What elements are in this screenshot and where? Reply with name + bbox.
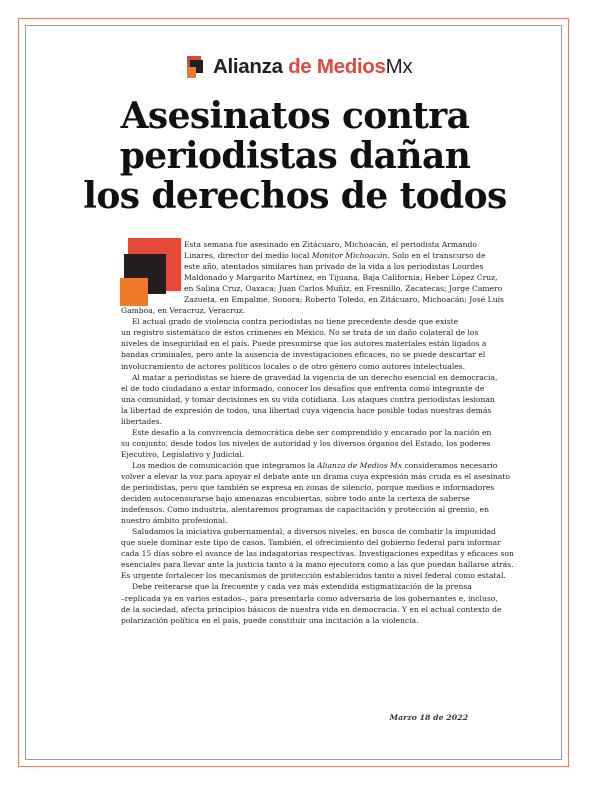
paragraph-2 <box>121 316 487 371</box>
text-line: la libertad de expresión de todos, una libertad cuya vigencia hace posible todas nuestras demás <box>121 405 492 415</box>
text-line: Este desafío a la convivencia democrática debe ser comprendido y encarado por la nación en <box>132 427 492 437</box>
text-line: el de todo ciudadano a estar informado, conocer los desafíos que enfrenta como integrante de <box>121 383 485 393</box>
text-line: su conjunto, desde todos los niveles de autoridad y los diversos órganos del Estado, los poderes <box>121 438 491 448</box>
text-line: una comunidad, y tomar decisiones en su vida cotidiana. Los ataques contra periodistas lesionan <box>121 394 495 404</box>
text-line: indefensos. Como industria, alentaremos programas de capacitación y protección al gremio, en <box>121 505 489 515</box>
text-line: Gamboa, en Veracruz, Veracruz. <box>121 306 246 316</box>
paragraph-1 <box>121 239 504 316</box>
paragraph-3 <box>121 372 498 427</box>
logo-text-medios: Medios <box>316 55 386 78</box>
paragraph-6 <box>121 526 514 581</box>
paragraph-4 <box>121 427 492 460</box>
text-line: que suele dominar este tipo de casos. También, el ofrecimiento del gobierno federal para informar <box>121 538 501 548</box>
text-line: en Salina Cruz, Oaxaca; Juan Carlos Muñiz, en Fresnillo, Zacatecas; Jorge Camero <box>184 284 503 294</box>
text-line: Los medios de comunicación que integramos la Alianza de Medios Mx consideramos necesario <box>132 460 498 470</box>
text-line: El actual grado de violencia contra periodistas no tiene precedente desde que existe <box>132 317 459 327</box>
headline-line-2: periodistas dañan <box>119 135 471 177</box>
text-line: Linares, director del medio local Monitor Michoacán. Solo en el transcurso de <box>184 251 486 261</box>
text-line: Al matar a periodistas se hiere de gravedad la vigencia de un derecho esencial en democracia, <box>132 372 498 382</box>
text-line: Maldonado y Margarito Martínez, en Tijuana, Baja California; Heber López Cruz, <box>184 273 498 283</box>
text-line: de periodistas, pero que también se expresa en zonas de silencio, porque medios e informadores <box>121 483 495 493</box>
headline <box>60 96 530 216</box>
publication-date: Marzo 18 de 2022 <box>389 713 468 722</box>
text-line: Debe reiterarse que la frecuente y cada vez más extendida estigmatización de la prensa <box>132 582 472 592</box>
text-line: deciden autocensurarse bajo amenazas encubiertas, sobre todo ante la certeza de saberse <box>121 494 470 504</box>
paragraph-7 <box>121 581 502 625</box>
text-line: Es urgente fortalecer los mecanismos de protección establecidos tanto a nivel federal como estatal. <box>121 571 506 581</box>
text-line: Zazueta, en Empalme, Sonora; Roberto Toledo, en Zitácuaro, Michoacán; José Luis <box>184 295 504 305</box>
alianza-logo <box>187 55 412 79</box>
text-line: un registro sistemático de estos crímenes en México. No se trata de un daño colateral de los <box>121 328 479 338</box>
logo-text-de: de <box>288 55 317 78</box>
text-line: Saludamos la iniciativa gubernamental, a diversos niveles, en busca de combatir la impunidad <box>132 527 496 537</box>
logo-text-mx: Mx <box>385 55 413 78</box>
logo-wordmark <box>213 55 412 79</box>
headline-line-3: los derechos de todos <box>83 175 507 217</box>
text-line: volver a elevar la voz para apoyar el debate ante un drama cuya expresión más cruda es el asesinato <box>121 471 510 481</box>
headline-line-1: Asesinatos contra <box>120 95 470 137</box>
logo-squares-icon <box>187 56 207 78</box>
text-line: nuestro ámbito profesional. <box>121 516 228 526</box>
text-line: esenciales para llevar ante la justicia tanto a la mano ejecutora como a las que puedan hallarse atrás. <box>121 560 514 570</box>
logo-text-alianza: Alianza <box>213 55 289 78</box>
text-line: –replicada ya en varios estados–, para presentarla como adversaria de los gobernantes e, incluso, <box>121 593 498 603</box>
text-line: cada 15 días sobre el avance de las indagatorias respectivas. Investigaciones expeditas y eficaces son <box>121 549 514 559</box>
text-line: Ejecutivo, Legislativo y Judicial. <box>121 449 245 459</box>
text-line: Esta semana fue asesinado en Zitácuaro, Michoacán, el periodista Armando <box>184 240 477 249</box>
text-line: polarización política en el país, puede constituir una incitación a la violencia. <box>121 615 419 625</box>
text-line: involucramiento de actores políticos locales o de otro género como autores intelectuales. <box>121 361 466 371</box>
text-line: de la sociedad, afecta principios básicos de nuestra vida en democracia. Y en el actual contexto de <box>121 604 502 614</box>
text-line: libertades. <box>121 416 163 426</box>
text-line: niveles de inseguridad en el país. Puede presumirse que los autores materiales están ligados a <box>121 339 487 349</box>
text-line: bandas criminales, pero ante la ausencia de investigaciones eficaces, no se puede descartar el <box>121 350 486 360</box>
paragraph-5 <box>121 460 510 526</box>
article-body <box>121 239 514 626</box>
text-line: este año, atentados similares han privado de la vida a los periodistas Lourdes <box>184 262 484 272</box>
